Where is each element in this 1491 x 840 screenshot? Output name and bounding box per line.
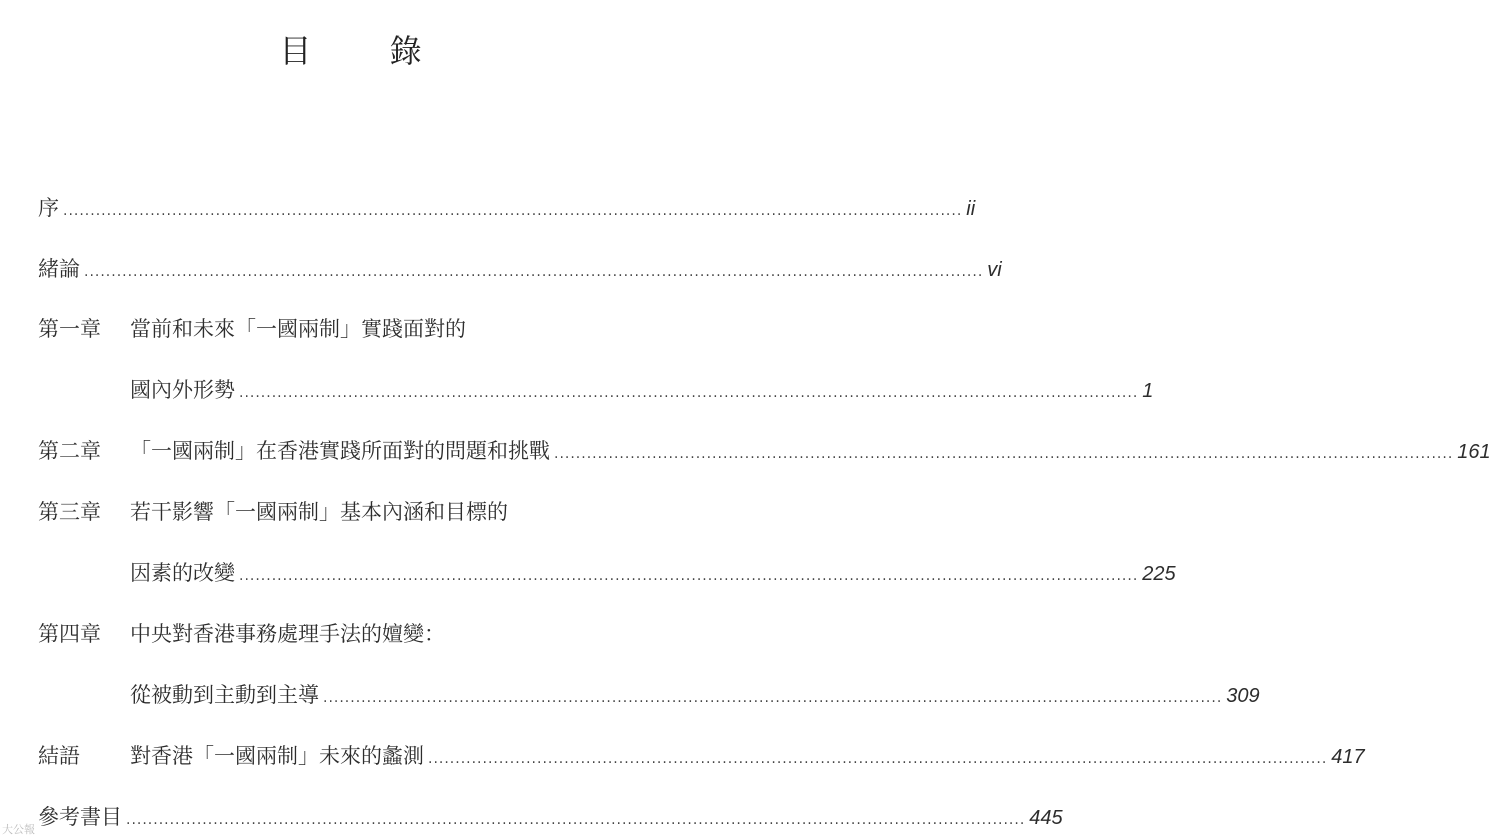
toc-entry-chapter-2 bbox=[38, 436, 1491, 466]
page-number: 161 bbox=[1457, 441, 1491, 463]
toc-entry-preface bbox=[38, 193, 976, 223]
toc-entry-chapter-4 bbox=[38, 619, 652, 649]
entry-title-line2: 因素的改變 bbox=[130, 561, 235, 585]
toc-entry-chapter-1 bbox=[38, 314, 652, 344]
chapter-number: 第四章 bbox=[38, 622, 101, 646]
dot-leader: ..................................................................................................................................................................... bbox=[84, 264, 984, 280]
page-number: 445 bbox=[1029, 807, 1063, 829]
entry-title-line2: 從被動到主動到主導 bbox=[130, 683, 319, 707]
entry-title: 序 bbox=[38, 196, 59, 220]
toc-entry-chapter-1-continued bbox=[130, 375, 1154, 405]
dot-leader: ..................................................................................................................................................................... bbox=[126, 812, 1026, 828]
page-number: 309 bbox=[1226, 685, 1260, 707]
entry-title: 對香港「一國兩制」未來的蠡測 bbox=[130, 744, 424, 768]
dot-leader: ..................................................................................................................................................................... bbox=[323, 690, 1223, 706]
dot-leader: ..................................................................................................................................................................... bbox=[554, 446, 1454, 462]
watermark: 大公報 bbox=[2, 823, 35, 836]
toc-entry-chapter-3-continued bbox=[130, 558, 1176, 588]
page-title: 目 錄 bbox=[279, 32, 456, 70]
dot-leader: ..................................................................................................................................................................... bbox=[239, 568, 1139, 584]
dot-leader: ..................................................................................................................................................................... bbox=[239, 385, 1139, 401]
entry-title: 參考書目 bbox=[38, 805, 122, 829]
page-number: 417 bbox=[1331, 746, 1365, 768]
page-number: 225 bbox=[1142, 563, 1176, 585]
entry-title: 緒論 bbox=[38, 257, 80, 281]
chapter-number: 結語 bbox=[38, 744, 80, 768]
dot-leader: ..................................................................................................................................................................... bbox=[428, 751, 1328, 767]
chapter-number: 第二章 bbox=[38, 439, 101, 463]
toc-entry-bibliography bbox=[38, 802, 1063, 832]
entry-title-line2: 國內外形勢 bbox=[130, 378, 235, 402]
entry-title: 若干影響「一國兩制」基本內涵和目標的 bbox=[130, 500, 508, 524]
toc-entry-chapter-3 bbox=[38, 497, 652, 527]
chapter-number: 第三章 bbox=[38, 500, 101, 524]
dot-leader: ..................................................................................................................................................................... bbox=[63, 203, 963, 219]
toc-entry-chapter-4-continued bbox=[130, 680, 1260, 710]
toc-entry-intro bbox=[38, 254, 1002, 284]
page-number: 1 bbox=[1142, 380, 1154, 402]
entry-title: 中央對香港事務處理手法的嬗變： bbox=[130, 622, 445, 646]
page-number: ii bbox=[966, 198, 976, 220]
entry-title: 當前和未來「一國兩制」實踐面對的 bbox=[130, 317, 466, 341]
entry-title: 「一國兩制」在香港實踐所面對的問題和挑戰 bbox=[130, 439, 550, 463]
page-number: vi bbox=[987, 259, 1002, 281]
chapter-number: 第一章 bbox=[38, 317, 101, 341]
toc-entry-conclusion bbox=[38, 741, 1365, 771]
